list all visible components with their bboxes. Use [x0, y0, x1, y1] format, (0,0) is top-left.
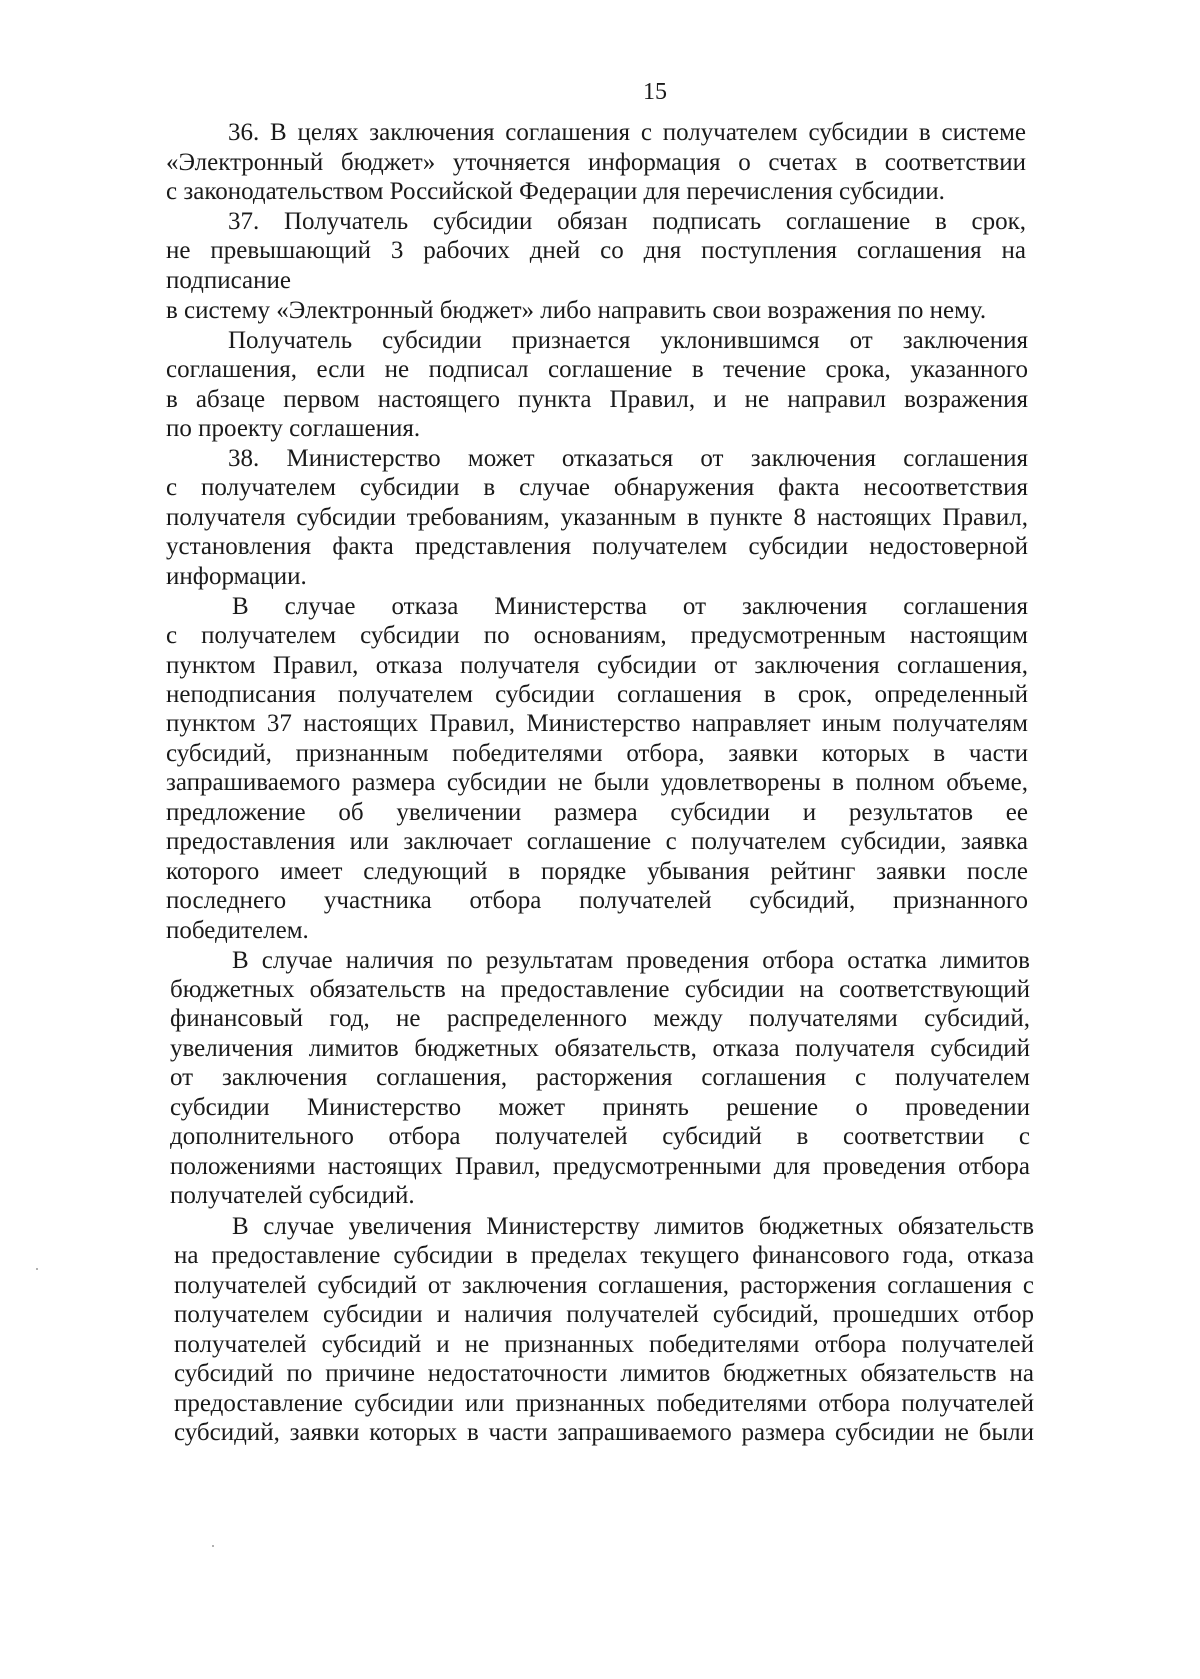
text-line: которого имеет следующий в порядке убывания рейтинг заявки после: [166, 858, 1028, 885]
text-line: 36. В целях заключения соглашения с получателем субсидии в системе: [228, 119, 1026, 146]
text-line: пунктом 37 настоящих Правил, Министерство направляет иным получателям: [166, 710, 1028, 737]
text-line: увеличения лимитов бюджетных обязательств, отказа получателя субсидий: [170, 1035, 1030, 1062]
text-line: с получателем субсидии в случае обнаружения факта несоответствия: [166, 474, 1028, 501]
text-line: субсидий по причине недостаточности лимитов бюджетных обязательств на: [174, 1360, 1034, 1387]
text-line: установления факта представления получателем субсидии недостоверной: [166, 533, 1028, 560]
text-line: запрашиваемого размера субсидии не были удовлетворены в полном объеме,: [166, 769, 1028, 796]
text-line: в абзаце первом настоящего пункта Правил, и не направил возражения: [166, 386, 1028, 413]
text-line: получателей субсидий от заключения соглашения, расторжения соглашения с: [174, 1272, 1034, 1299]
text-line: предоставление субсидии или признанных победителями отбора получателей: [174, 1390, 1034, 1417]
text-line: получателей субсидий и не признанных победителями отбора получателей: [174, 1331, 1034, 1358]
text-line: субсидии Министерство может принять решение о проведении: [170, 1094, 1030, 1121]
text-line: на предоставление субсидии в пределах текущего финансового года, отказа: [174, 1242, 1034, 1269]
text-line: получателем субсидии и наличия получателей субсидий, прошедших отбор: [174, 1301, 1034, 1328]
text-line: последнего участника отбора получателей субсидий, признанного: [166, 887, 1028, 914]
text-line: неподписания получателем субсидии соглашения в срок, определенный: [166, 681, 1028, 708]
text-line: получателей субсидий.: [170, 1182, 415, 1209]
text-line: субсидий, признанным победителями отбора, заявки которых в части: [166, 740, 1028, 767]
text-line: предложение об увеличении размера субсидии и результатов ее: [166, 799, 1028, 826]
scan-speck: [212, 1545, 214, 1547]
text-line: В случае отказа Министерства от заключения соглашения: [232, 593, 1028, 620]
text-line: не превышающий 3 рабочих дней со дня поступления соглашения на: [166, 237, 1026, 264]
text-line: от заключения соглашения, расторжения соглашения с получателем: [170, 1064, 1030, 1091]
text-line: пунктом Правил, отказа получателя субсидии от заключения соглашения,: [166, 652, 1028, 679]
text-line: В случае увеличения Министерству лимитов бюджетных обязательств: [232, 1213, 1034, 1240]
text-line: В случае наличия по результатам проведения отбора остатка лимитов: [232, 947, 1030, 974]
text-line: субсидий, заявки которых в части запрашиваемого размера субсидии не были: [174, 1419, 1034, 1446]
text-line: соглашения, если не подписал соглашение в течение срока, указанного: [166, 356, 1028, 383]
text-line: предоставления или заключает соглашение с получателем субсидии, заявка: [166, 828, 1028, 855]
text-line: по проекту соглашения.: [166, 415, 421, 442]
text-line: финансовый год, не распределенного между получателями субсидий,: [170, 1005, 1030, 1032]
text-line: 38. Министерство может отказаться от заключения соглашения: [228, 445, 1028, 472]
text-line: дополнительного отбора получателей субсидий в соответствии с: [170, 1123, 1030, 1150]
text-line: «Электронный бюджет» уточняется информация о счетах в соответствии: [166, 149, 1026, 176]
text-line: подписание: [166, 267, 291, 294]
text-line: положениями настоящих Правил, предусмотренными для проведения отбора: [170, 1153, 1030, 1180]
text-line: 37. Получатель субсидии обязан подписать соглашение в срок,: [228, 208, 1026, 235]
page-number: 15: [643, 79, 667, 105]
text-line: получателя субсидии требованиям, указанным в пункте 8 настоящих Правил,: [166, 504, 1028, 531]
text-line: победителем.: [166, 917, 309, 944]
text-line: с законодательством Российской Федерации для перечисления субсидии.: [166, 178, 945, 205]
text-line: информации.: [166, 563, 307, 590]
text-line: с получателем субсидии по основаниям, предусмотренным настоящим: [166, 622, 1028, 649]
text-line: Получатель субсидии признается уклонившимся от заключения: [228, 327, 1028, 354]
text-line: в систему «Электронный бюджет» либо направить свои возражения по нему.: [166, 297, 987, 324]
scan-speck: [36, 1268, 38, 1270]
text-line: бюджетных обязательств на предоставление субсидии на соответствующий: [170, 976, 1030, 1003]
